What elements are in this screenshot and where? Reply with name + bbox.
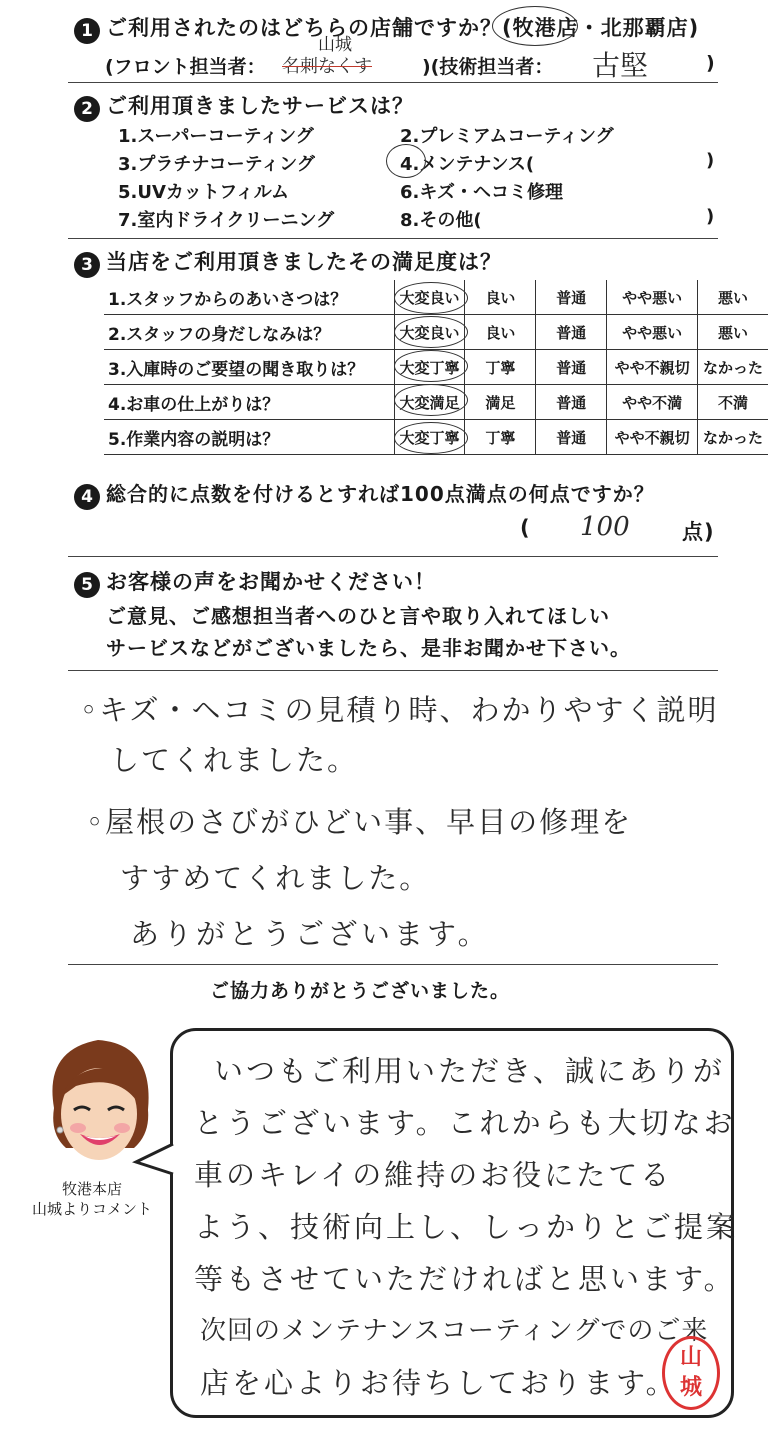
staff-comment-line: 等もさせていただければと思います。 [194, 1262, 736, 1296]
front-staff-name: 山城 [318, 35, 352, 55]
staff-comment-line: 店を心よりお待ちしております。 [200, 1366, 678, 1400]
bubble-tail-icon [132, 1140, 176, 1180]
rating-circle [394, 384, 468, 416]
q2-question: ご利用頂きましたサービスは？ [106, 94, 414, 118]
q3-question: 当店をご利用頂きましたその満足度は？ [106, 250, 502, 274]
rating-option: 悪い [698, 280, 768, 315]
tech-staff-close: ) [706, 52, 715, 74]
rating-circle [394, 316, 468, 348]
q4-question: 総合的に点数を付けるとすれば100点満点の何点ですか？ [106, 482, 655, 506]
service-4-close: ) [706, 150, 715, 171]
rating-question: 5.作業内容の説明は？ [104, 420, 394, 455]
rating-option: やや不親切 [607, 420, 698, 455]
rating-option: 大変丁寧 [394, 350, 465, 385]
front-staff-struck-name: 名刺なくす [282, 56, 372, 77]
q1-close: ) [688, 16, 700, 40]
q1-line [74, 12, 699, 44]
rating-option: 丁寧 [465, 420, 536, 455]
rating-question: 2.スタッフの身だしなみは？ [104, 315, 394, 350]
q1-store-options: 牧港店・北那覇店 [512, 16, 689, 40]
service-2: 2.プレミアムコーティング [400, 126, 614, 147]
rating-option: なかった [698, 350, 768, 385]
rating-option: 丁寧 [465, 350, 536, 385]
score-value: 100 [580, 512, 630, 542]
service-8: 8.その他( [400, 210, 482, 231]
rating-question: 1.スタッフからのあいさつは？ [104, 280, 394, 315]
staff-comment-line: いつもご利用いただき、誠にありが [214, 1054, 725, 1088]
staff-comment-line: よう、技術向上し、しっかりとご提案 [194, 1210, 739, 1244]
q5-question: お客様の声をお聞かせください！ [106, 570, 436, 594]
q2-number: 2 [74, 96, 100, 122]
q1-number: 1 [74, 18, 100, 44]
rating-option: 普通 [536, 350, 607, 385]
rating-option: 普通 [536, 315, 607, 350]
tech-staff-name: 古堅 [592, 49, 649, 82]
q5-subtext-2: サービスなどがございましたら、是非お聞かせ下さい。 [106, 636, 631, 660]
q5-number: 5 [74, 572, 100, 598]
customer-voice-line: ◦屋根のさびがひどい事、早目の修理を [86, 805, 633, 839]
rating-option: やや不満 [607, 385, 698, 420]
customer-voice-line: してくれました。 [110, 743, 359, 777]
customer-voice-line: ありがとうございます。 [130, 917, 491, 951]
rating-option: 良い [465, 315, 536, 350]
tech-staff-label: )(技術担当者： [422, 56, 554, 78]
store-circle [492, 6, 578, 46]
q5-subtext-1: ご意見、ご感想担当者へのひと言や取り入れてほしい [106, 604, 610, 628]
seal-char: 山 [679, 1345, 702, 1370]
seal-stamp [662, 1336, 720, 1410]
score-open: ( [520, 516, 531, 540]
q3-line [74, 246, 502, 278]
seal-char: 城 [679, 1375, 702, 1400]
rating-option: 不満 [698, 385, 768, 420]
rating-option: 大変丁寧 [394, 420, 465, 455]
divider [68, 670, 718, 671]
service-4: 4.メンテナンス( [400, 154, 535, 175]
customer-voice-line: すすめてくれました。 [120, 861, 431, 895]
staff-comment-line: 車のキレイの維持のお役にたてる [194, 1158, 673, 1192]
rating-option: なかった [698, 420, 768, 455]
rating-option: やや不親切 [607, 350, 698, 385]
rating-option: 大変満足 [394, 385, 465, 420]
q5-line [74, 566, 436, 598]
front-staff-label: (フロント担当者： [105, 56, 266, 78]
rating-circle [394, 350, 468, 382]
q4-number: 4 [74, 484, 100, 510]
rating-question: 4.お車の仕上がりは？ [104, 385, 394, 420]
rating-option: 普通 [536, 420, 607, 455]
rating-circle [394, 422, 468, 454]
service-5: 5.UVカットフィルム [118, 182, 290, 203]
rating-question: 3.入庫時のご要望の聞き取りは？ [104, 350, 394, 385]
rating-option: 悪い [698, 315, 768, 350]
rating-option: 大変良い [394, 315, 465, 350]
service-6: 6.キズ・ヘコミ修理 [400, 182, 564, 203]
rating-option: 普通 [536, 280, 607, 315]
staff-comment-line: 次回のメンテナンスコーティングでのご来 [200, 1316, 709, 1346]
q4-line [74, 478, 655, 510]
divider [68, 556, 718, 557]
rating-option: 大変良い [394, 280, 465, 315]
service-1: 1.スーパーコーティング [118, 126, 314, 147]
service-7: 7.室内ドライクリーニング [118, 210, 335, 231]
thank-you-text: ご協力ありがとうございました。 [210, 980, 511, 1002]
service-4-circle [386, 144, 426, 178]
rating-option: 良い [465, 280, 536, 315]
rating-option: 満足 [465, 385, 536, 420]
service-8-close: ) [706, 206, 715, 227]
rating-option: やや悪い [607, 280, 698, 315]
rating-option: 普通 [536, 385, 607, 420]
score-unit: 点) [682, 520, 715, 544]
customer-voice-line: ◦キズ・ヘコミの見積り時、わかりやすく説明 [80, 693, 719, 727]
divider [68, 238, 718, 239]
divider [68, 82, 718, 83]
rating-option: やや悪い [607, 315, 698, 350]
q2-line [74, 90, 414, 122]
staff-comment-label: 山城よりコメント [32, 1200, 153, 1218]
service-3: 3.プラチナコーティング [118, 154, 315, 175]
divider [68, 964, 718, 965]
staff-store-label: 牧港本店 [62, 1180, 123, 1198]
q3-number: 3 [74, 252, 100, 278]
rating-circle [394, 282, 468, 314]
staff-comment-line: とうございます。これからも大切なお [194, 1106, 736, 1140]
q1-question: ご利用されたのはどちらの店舗ですか？( [106, 16, 513, 40]
